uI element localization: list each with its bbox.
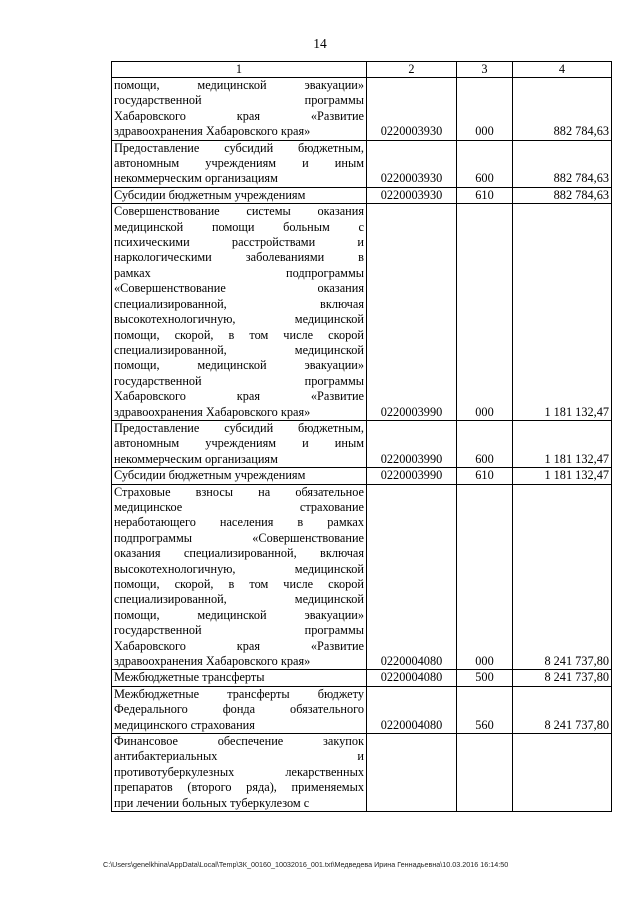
table-row [112,484,612,670]
description-line: Финансовое обеспечение закупок [114,734,364,749]
header-col-4: 4 [513,62,612,78]
row-expense-type: 560 [457,686,513,733]
table-row [112,78,612,141]
row-target-code: 0220004080 [367,670,457,686]
row-amount: 882 784,63 [513,187,612,203]
description-line: Хабаровского края «Развитие [114,389,364,404]
row-expense-type: 600 [457,140,513,187]
page-number: 14 [313,36,327,51]
row-description [112,484,367,670]
description-line: Федерального фонда обязательного [114,702,364,717]
description-line: помощи, медицинской эвакуации» [114,358,364,373]
description-line: высокотехнологичную, медицинской [114,312,364,327]
description-line: оказания специализированной, включая [114,546,364,561]
row-target-code: 0220003930 [367,78,457,141]
row-description [112,187,367,203]
row-description [112,140,367,187]
description-line: Хабаровского края «Развитие [114,108,364,123]
description-line: Страховые взносы на обязательное [114,484,364,499]
description-line: «Совершенствование оказания [114,281,364,296]
description-line: Межбюджетные трансферты [114,670,265,685]
row-amount: 882 784,63 [513,140,612,187]
table-header-row [112,62,612,78]
description-line: здравоохранения Хабаровского края» [114,404,311,419]
row-target-code: 0220004080 [367,484,457,670]
description-line: автономным учреждениям и иным [114,156,364,171]
row-amount [513,734,612,812]
description-line: специализированной, медицинской [114,342,364,357]
description-line: противотуберкулезных лекарственных [114,764,364,779]
row-description [112,78,367,141]
file-path-footer: C:\Users\genelkhina\AppData\Local\Temp\ЗК_00160_10032016_001.txt\Медведева Ирина Геннадьевна\10.03.2016 16:14:50 [103,860,509,869]
table-row [112,686,612,733]
row-expense-type: 610 [457,468,513,484]
row-description [112,734,367,812]
description-line: Межбюджетные трансферты бюджету [114,686,364,701]
description-line: медицинской помощи больным с [114,219,364,234]
description-line: Предоставление субсидий бюджетным, [114,140,364,155]
header-col-2: 2 [367,62,457,78]
row-target-code [367,734,457,812]
description-line: подпрограммы «Совершенствование [114,530,364,545]
description-line: специализированной, медицинской [114,592,364,607]
table-row [112,420,612,467]
row-target-code: 0220003990 [367,468,457,484]
description-line: высокотехнологичную, медицинской [114,561,364,576]
row-target-code: 0220003930 [367,140,457,187]
row-amount: 1 181 132,47 [513,420,612,467]
description-line: автономным учреждениям и иным [114,436,364,451]
table-row [112,187,612,203]
description-line: некоммерческим организациям [114,171,278,186]
row-expense-type: 000 [457,204,513,421]
description-line: при лечении больных туберкулезом с [114,795,310,810]
row-target-code: 0220003930 [367,187,457,203]
row-amount: 8 241 737,80 [513,670,612,686]
description-line: Предоставление субсидий бюджетным, [114,420,364,435]
row-expense-type: 500 [457,670,513,686]
row-amount: 8 241 737,80 [513,686,612,733]
description-line: наркологическими заболеваниями в [114,250,364,265]
header-col-3: 3 [457,62,513,78]
description-line: препаратов (второго ряда), применяемых [114,780,364,795]
row-description [112,686,367,733]
row-amount: 1 181 132,47 [513,204,612,421]
description-line: Хабаровского края «Развитие [114,638,364,653]
description-line: государственной программы [114,93,364,108]
header-col-1: 1 [112,62,367,78]
description-line: помощи, медицинской эвакуации» [114,78,364,92]
table-row [112,468,612,484]
table-row [112,670,612,686]
row-expense-type: 000 [457,484,513,670]
description-line: Субсидии бюджетным учреждениям [114,468,306,483]
table-row [112,734,612,812]
row-amount: 882 784,63 [513,78,612,141]
row-amount: 1 181 132,47 [513,468,612,484]
description-line: медицинское страхование [114,499,364,514]
description-line: антибактериальных и [114,749,364,764]
description-line: государственной программы [114,373,364,388]
row-description [112,468,367,484]
row-expense-type: 610 [457,187,513,203]
row-expense-type: 000 [457,78,513,141]
description-line: специализированной, включая [114,296,364,311]
description-line: медицинского страхования [114,717,255,732]
description-line: помощи, скорой, в том числе скорой [114,327,364,342]
row-target-code: 0220003990 [367,420,457,467]
description-line: рамках подпрограммы [114,265,364,280]
description-line: Совершенствование системы оказания [114,204,364,219]
description-line: здравоохранения Хабаровского края» [114,654,311,669]
row-expense-type [457,734,513,812]
table-row [112,204,612,421]
row-description [112,670,367,686]
description-line: неработающего населения в рамках [114,515,364,530]
row-description [112,204,367,421]
description-line: Субсидии бюджетным учреждениям [114,187,306,202]
description-line: психическими расстройствами и [114,235,364,250]
row-expense-type: 600 [457,420,513,467]
description-line: государственной программы [114,623,364,638]
description-line: некоммерческим организациям [114,451,278,466]
description-line: здравоохранения Хабаровского края» [114,124,311,139]
budget-table [111,61,612,812]
row-target-code: 0220004080 [367,686,457,733]
row-description [112,420,367,467]
row-target-code: 0220003990 [367,204,457,421]
table-row [112,140,612,187]
description-line: помощи, медицинской эвакуации» [114,607,364,622]
description-line: помощи, скорой, в том числе скорой [114,577,364,591]
row-amount: 8 241 737,80 [513,484,612,670]
